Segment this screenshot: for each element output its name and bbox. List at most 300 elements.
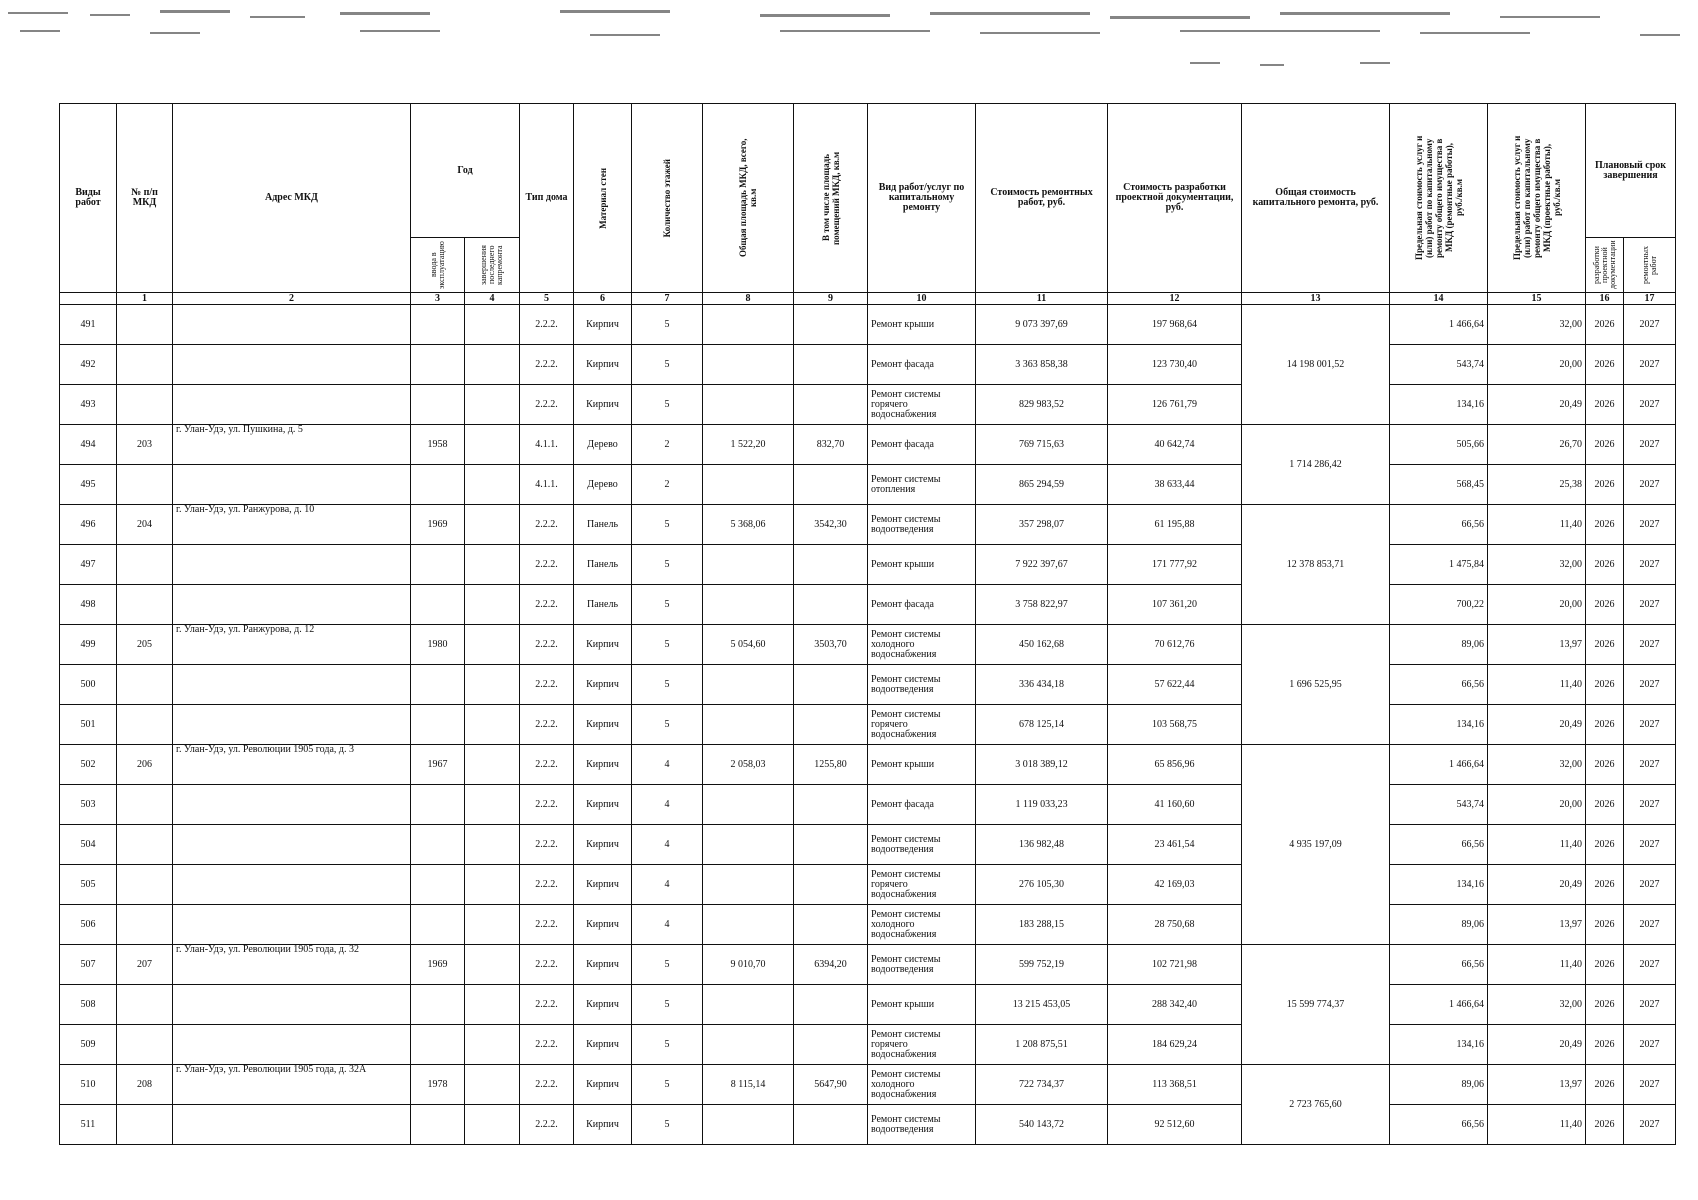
premises-area-cell <box>794 985 868 1025</box>
column-number: 17 <box>1624 293 1676 305</box>
house-type-cell: 2.2.2. <box>520 785 574 825</box>
premises-area-cell <box>794 1105 868 1145</box>
term-design-cell: 2026 <box>1586 585 1624 625</box>
limit-repair-cell: 568,45 <box>1390 465 1488 505</box>
wall-material-cell: Кирпич <box>574 625 632 665</box>
capital-repair-table-sheet <box>59 103 1675 1145</box>
column-number: 11 <box>976 293 1108 305</box>
total-area-cell: 5 368,06 <box>703 505 794 545</box>
design-cost-cell: 41 160,60 <box>1108 785 1242 825</box>
year-last-repair-cell <box>465 625 520 665</box>
work-kind-cell: Ремонт системы водоотведения <box>868 1105 976 1145</box>
term-repair-cell: 2027 <box>1624 585 1676 625</box>
floors-cell: 5 <box>632 545 703 585</box>
house-type-cell: 2.2.2. <box>520 665 574 705</box>
address-cell <box>173 465 411 505</box>
year-commission-cell <box>411 825 465 865</box>
premises-area-cell: 3542,30 <box>794 505 868 545</box>
term-repair-cell: 2027 <box>1624 465 1676 505</box>
year-last-repair-cell <box>465 1025 520 1065</box>
term-design-cell: 2026 <box>1586 985 1624 1025</box>
row-number-cell: 497 <box>60 545 117 585</box>
limit-repair-cell: 66,56 <box>1390 945 1488 985</box>
column-number: 4 <box>465 293 520 305</box>
repair-cost-cell: 3 363 858,38 <box>976 345 1108 385</box>
premises-area-cell <box>794 585 868 625</box>
premises-area-cell <box>794 545 868 585</box>
mkd-number-cell <box>117 345 173 385</box>
floors-cell: 5 <box>632 985 703 1025</box>
work-kind-cell: Ремонт системы горячего водоснабжения <box>868 705 976 745</box>
year-last-repair-cell <box>465 1065 520 1105</box>
premises-area-cell: 6394,20 <box>794 945 868 985</box>
work-kind-cell: Ремонт крыши <box>868 985 976 1025</box>
address-cell: г. Улан-Удэ, ул. Ранжурова, д. 10 <box>173 505 411 545</box>
mkd-number-cell <box>117 1105 173 1145</box>
mkd-number-cell <box>117 905 173 945</box>
term-design-cell: 2026 <box>1586 425 1624 465</box>
design-cost-cell: 57 622,44 <box>1108 665 1242 705</box>
term-design-cell: 2026 <box>1586 785 1624 825</box>
year-commission-cell: 1969 <box>411 945 465 985</box>
header-term-repair: ремонтных работ <box>1624 238 1676 293</box>
mkd-number-cell <box>117 785 173 825</box>
year-commission-cell <box>411 985 465 1025</box>
premises-area-cell: 1255,80 <box>794 745 868 785</box>
term-repair-cell: 2027 <box>1624 825 1676 865</box>
limit-repair-cell: 66,56 <box>1390 505 1488 545</box>
term-design-cell: 2026 <box>1586 345 1624 385</box>
work-kind-cell: Ремонт крыши <box>868 545 976 585</box>
term-design-cell: 2026 <box>1586 1105 1624 1145</box>
limit-design-cell: 11,40 <box>1488 505 1586 545</box>
header-year-commission: ввода в эксплуатацию <box>411 238 465 293</box>
year-last-repair-cell <box>465 905 520 945</box>
limit-repair-cell: 700,22 <box>1390 585 1488 625</box>
limit-repair-cell: 1 466,64 <box>1390 985 1488 1025</box>
total-area-cell <box>703 865 794 905</box>
limit-design-cell: 20,49 <box>1488 865 1586 905</box>
column-number: 5 <box>520 293 574 305</box>
column-number: 10 <box>868 293 976 305</box>
column-number: 3 <box>411 293 465 305</box>
mkd-number-cell <box>117 705 173 745</box>
limit-repair-cell: 89,06 <box>1390 625 1488 665</box>
year-commission-cell <box>411 665 465 705</box>
wall-material-cell: Кирпич <box>574 345 632 385</box>
row-number-cell: 491 <box>60 305 117 345</box>
limit-repair-cell: 505,66 <box>1390 425 1488 465</box>
premises-area-cell <box>794 865 868 905</box>
term-repair-cell: 2027 <box>1624 425 1676 465</box>
total-area-cell: 1 522,20 <box>703 425 794 465</box>
column-number-row <box>60 293 1676 305</box>
term-design-cell: 2026 <box>1586 305 1624 345</box>
term-repair-cell: 2027 <box>1624 505 1676 545</box>
repair-cost-cell: 1 119 033,23 <box>976 785 1108 825</box>
header-premises-area: В том числе площадь помещений МКД, кв.м <box>794 104 868 293</box>
wall-material-cell: Дерево <box>574 425 632 465</box>
repair-cost-cell: 599 752,19 <box>976 945 1108 985</box>
address-cell <box>173 665 411 705</box>
limit-repair-cell: 134,16 <box>1390 705 1488 745</box>
table-row <box>60 625 1676 665</box>
limit-repair-cell: 89,06 <box>1390 1065 1488 1105</box>
term-design-cell: 2026 <box>1586 865 1624 905</box>
limit-repair-cell: 134,16 <box>1390 1025 1488 1065</box>
mkd-number-cell <box>117 545 173 585</box>
year-commission-cell: 1980 <box>411 625 465 665</box>
repair-cost-cell: 136 982,48 <box>976 825 1108 865</box>
row-number-cell: 498 <box>60 585 117 625</box>
limit-design-cell: 11,40 <box>1488 945 1586 985</box>
limit-design-cell: 20,00 <box>1488 785 1586 825</box>
design-cost-cell: 171 777,92 <box>1108 545 1242 585</box>
year-last-repair-cell <box>465 785 520 825</box>
year-last-repair-cell <box>465 945 520 985</box>
year-last-repair-cell <box>465 985 520 1025</box>
work-kind-cell: Ремонт системы водоотведения <box>868 945 976 985</box>
limit-repair-cell: 89,06 <box>1390 905 1488 945</box>
premises-area-cell <box>794 385 868 425</box>
work-kind-cell: Ремонт системы холодного водоснабжения <box>868 905 976 945</box>
year-last-repair-cell <box>465 385 520 425</box>
limit-design-cell: 11,40 <box>1488 825 1586 865</box>
header-house-type: Тип дома <box>520 104 574 293</box>
header-limit-repair: Предельная стоимость услуг и (или) работ по капитальному ремонту общего имущества в МКД (ремонтные работы), руб./кв.м <box>1390 104 1488 293</box>
repair-cost-cell: 336 434,18 <box>976 665 1108 705</box>
term-design-cell: 2026 <box>1586 1065 1624 1105</box>
address-cell <box>173 705 411 745</box>
total-cost-cell: 2 723 765,60 <box>1242 1065 1390 1145</box>
row-number-cell: 510 <box>60 1065 117 1105</box>
repair-cost-cell: 9 073 397,69 <box>976 305 1108 345</box>
header-wall-material: Материал стен <box>574 104 632 293</box>
design-cost-cell: 70 612,76 <box>1108 625 1242 665</box>
mkd-number-cell <box>117 825 173 865</box>
limit-design-cell: 20,49 <box>1488 1025 1586 1065</box>
row-number-cell: 502 <box>60 745 117 785</box>
repair-cost-cell: 13 215 453,05 <box>976 985 1108 1025</box>
table-row <box>60 865 1676 905</box>
work-kind-cell: Ремонт крыши <box>868 745 976 785</box>
term-repair-cell: 2027 <box>1624 745 1676 785</box>
term-repair-cell: 2027 <box>1624 1065 1676 1105</box>
address-cell <box>173 985 411 1025</box>
mkd-number-cell: 207 <box>117 945 173 985</box>
column-number: 7 <box>632 293 703 305</box>
limit-design-cell: 13,97 <box>1488 1065 1586 1105</box>
term-design-cell: 2026 <box>1586 945 1624 985</box>
total-area-cell <box>703 345 794 385</box>
total-area-cell <box>703 825 794 865</box>
work-kind-cell: Ремонт системы водоотведения <box>868 505 976 545</box>
premises-area-cell <box>794 705 868 745</box>
address-cell: г. Улан-Удэ, ул. Революции 1905 года, д. 3 <box>173 745 411 785</box>
wall-material-cell: Кирпич <box>574 385 632 425</box>
table-row <box>60 785 1676 825</box>
work-kind-cell: Ремонт системы горячего водоснабжения <box>868 865 976 905</box>
house-type-cell: 2.2.2. <box>520 1105 574 1145</box>
limit-repair-cell: 66,56 <box>1390 825 1488 865</box>
mkd-number-cell <box>117 985 173 1025</box>
mkd-number-cell <box>117 305 173 345</box>
row-number-cell: 499 <box>60 625 117 665</box>
term-design-cell: 2026 <box>1586 665 1624 705</box>
wall-material-cell: Кирпич <box>574 1105 632 1145</box>
year-commission-cell: 1978 <box>411 1065 465 1105</box>
term-repair-cell: 2027 <box>1624 945 1676 985</box>
year-commission-cell <box>411 585 465 625</box>
total-area-cell <box>703 305 794 345</box>
limit-design-cell: 32,00 <box>1488 745 1586 785</box>
address-cell: г. Улан-Удэ, ул. Революции 1905 года, д. 32А <box>173 1065 411 1105</box>
header-work-kind: Вид работ/услуг по капитальному ремонту <box>868 104 976 293</box>
row-number-cell: 506 <box>60 905 117 945</box>
total-area-cell <box>703 545 794 585</box>
house-type-cell: 2.2.2. <box>520 585 574 625</box>
floors-cell: 5 <box>632 665 703 705</box>
limit-repair-cell: 134,16 <box>1390 865 1488 905</box>
work-kind-cell: Ремонт фасада <box>868 425 976 465</box>
total-area-cell <box>703 585 794 625</box>
limit-design-cell: 32,00 <box>1488 545 1586 585</box>
term-design-cell: 2026 <box>1586 545 1624 585</box>
address-cell <box>173 385 411 425</box>
column-number: 16 <box>1586 293 1624 305</box>
year-last-repair-cell <box>465 1105 520 1145</box>
year-last-repair-cell <box>465 865 520 905</box>
table-row <box>60 505 1676 545</box>
address-cell <box>173 825 411 865</box>
work-kind-cell: Ремонт фасада <box>868 345 976 385</box>
design-cost-cell: 197 968,64 <box>1108 305 1242 345</box>
repair-cost-cell: 1 208 875,51 <box>976 1025 1108 1065</box>
address-cell <box>173 345 411 385</box>
header-address: Адрес МКД <box>173 104 411 293</box>
total-area-cell <box>703 785 794 825</box>
table-row <box>60 665 1676 705</box>
total-cost-cell: 1 696 525,95 <box>1242 625 1390 745</box>
premises-area-cell <box>794 345 868 385</box>
row-number-cell: 501 <box>60 705 117 745</box>
table-row <box>60 425 1676 465</box>
repair-cost-cell: 678 125,14 <box>976 705 1108 745</box>
limit-design-cell: 26,70 <box>1488 425 1586 465</box>
work-kind-cell: Ремонт системы горячего водоснабжения <box>868 1025 976 1065</box>
term-design-cell: 2026 <box>1586 465 1624 505</box>
limit-repair-cell: 1 475,84 <box>1390 545 1488 585</box>
mkd-number-cell <box>117 665 173 705</box>
table-row <box>60 905 1676 945</box>
limit-repair-cell: 1 466,64 <box>1390 305 1488 345</box>
term-repair-cell: 2027 <box>1624 865 1676 905</box>
repair-cost-cell: 865 294,59 <box>976 465 1108 505</box>
table-row <box>60 1065 1676 1105</box>
header-term-design: разработки проектной документации <box>1586 238 1624 293</box>
column-number: 9 <box>794 293 868 305</box>
floors-cell: 4 <box>632 825 703 865</box>
house-type-cell: 2.2.2. <box>520 825 574 865</box>
premises-area-cell <box>794 465 868 505</box>
term-repair-cell: 2027 <box>1624 665 1676 705</box>
year-last-repair-cell <box>465 585 520 625</box>
work-kind-cell: Ремонт системы отопления <box>868 465 976 505</box>
premises-area-cell <box>794 665 868 705</box>
total-area-cell <box>703 665 794 705</box>
mkd-number-cell <box>117 1025 173 1065</box>
house-type-cell: 2.2.2. <box>520 865 574 905</box>
mkd-number-cell <box>117 465 173 505</box>
mkd-number-cell: 204 <box>117 505 173 545</box>
column-number: 1 <box>117 293 173 305</box>
address-cell <box>173 1025 411 1065</box>
repair-cost-cell: 540 143,72 <box>976 1105 1108 1145</box>
table-row <box>60 545 1676 585</box>
work-kind-cell: Ремонт системы холодного водоснабжения <box>868 1065 976 1105</box>
term-repair-cell: 2027 <box>1624 1025 1676 1065</box>
wall-material-cell: Панель <box>574 585 632 625</box>
term-design-cell: 2026 <box>1586 745 1624 785</box>
floors-cell: 2 <box>632 425 703 465</box>
total-area-cell <box>703 985 794 1025</box>
term-design-cell: 2026 <box>1586 505 1624 545</box>
repair-cost-cell: 357 298,07 <box>976 505 1108 545</box>
work-kind-cell: Ремонт системы водоотведения <box>868 825 976 865</box>
term-repair-cell: 2027 <box>1624 985 1676 1025</box>
design-cost-cell: 102 721,98 <box>1108 945 1242 985</box>
term-repair-cell: 2027 <box>1624 345 1676 385</box>
row-number-cell: 492 <box>60 345 117 385</box>
term-repair-cell: 2027 <box>1624 385 1676 425</box>
premises-area-cell <box>794 305 868 345</box>
header-total-area: Общая площадь МКД, всего, кв.м <box>703 104 794 293</box>
premises-area-cell: 3503,70 <box>794 625 868 665</box>
limit-design-cell: 32,00 <box>1488 305 1586 345</box>
work-kind-cell: Ремонт системы водоотведения <box>868 665 976 705</box>
address-cell <box>173 905 411 945</box>
total-cost-cell: 4 935 197,09 <box>1242 745 1390 945</box>
mkd-number-cell <box>117 385 173 425</box>
house-type-cell: 2.2.2. <box>520 625 574 665</box>
term-repair-cell: 2027 <box>1624 625 1676 665</box>
row-number-cell: 503 <box>60 785 117 825</box>
table-row <box>60 465 1676 505</box>
year-last-repair-cell <box>465 545 520 585</box>
address-cell: г. Улан-Удэ, ул. Ранжурова, д. 12 <box>173 625 411 665</box>
header-year: Год <box>411 104 520 238</box>
address-cell <box>173 865 411 905</box>
limit-design-cell: 11,40 <box>1488 1105 1586 1145</box>
wall-material-cell: Кирпич <box>574 785 632 825</box>
limit-design-cell: 11,40 <box>1488 665 1586 705</box>
total-area-cell: 5 054,60 <box>703 625 794 665</box>
floors-cell: 4 <box>632 785 703 825</box>
row-number-cell: 500 <box>60 665 117 705</box>
total-cost-cell: 14 198 001,52 <box>1242 305 1390 425</box>
year-last-repair-cell <box>465 825 520 865</box>
term-design-cell: 2026 <box>1586 625 1624 665</box>
floors-cell: 5 <box>632 1105 703 1145</box>
year-commission-cell <box>411 1105 465 1145</box>
limit-repair-cell: 66,56 <box>1390 665 1488 705</box>
total-area-cell <box>703 705 794 745</box>
header-year-last-repair: завершения последнего капремонта <box>465 238 520 293</box>
row-number-cell: 496 <box>60 505 117 545</box>
wall-material-cell: Панель <box>574 505 632 545</box>
row-number-cell: 494 <box>60 425 117 465</box>
house-type-cell: 2.2.2. <box>520 1065 574 1105</box>
term-repair-cell: 2027 <box>1624 545 1676 585</box>
house-type-cell: 2.2.2. <box>520 305 574 345</box>
design-cost-cell: 42 169,03 <box>1108 865 1242 905</box>
limit-design-cell: 25,38 <box>1488 465 1586 505</box>
premises-area-cell: 5647,90 <box>794 1065 868 1105</box>
mkd-number-cell <box>117 865 173 905</box>
header-limit-design: Предельная стоимость услуг и (или) работ по капитальному ремонту общего имущества в МКД (проектные работы), руб./кв.м <box>1488 104 1586 293</box>
limit-design-cell: 32,00 <box>1488 985 1586 1025</box>
table-row <box>60 705 1676 745</box>
work-kind-cell: Ремонт фасада <box>868 585 976 625</box>
limit-design-cell: 20,00 <box>1488 585 1586 625</box>
total-area-cell: 2 058,03 <box>703 745 794 785</box>
wall-material-cell: Кирпич <box>574 905 632 945</box>
floors-cell: 4 <box>632 905 703 945</box>
limit-repair-cell: 1 466,64 <box>1390 745 1488 785</box>
total-area-cell <box>703 385 794 425</box>
row-number-cell: 509 <box>60 1025 117 1065</box>
repair-cost-cell: 3 018 389,12 <box>976 745 1108 785</box>
wall-material-cell: Кирпич <box>574 1025 632 1065</box>
repair-cost-cell: 722 734,37 <box>976 1065 1108 1105</box>
mkd-number-cell: 205 <box>117 625 173 665</box>
wall-material-cell: Кирпич <box>574 945 632 985</box>
design-cost-cell: 126 761,79 <box>1108 385 1242 425</box>
house-type-cell: 2.2.2. <box>520 985 574 1025</box>
scan-noise-header <box>0 0 1698 80</box>
floors-cell: 5 <box>632 505 703 545</box>
year-last-repair-cell <box>465 465 520 505</box>
table-row <box>60 585 1676 625</box>
column-number-blank <box>60 293 117 305</box>
repair-cost-cell: 3 758 822,97 <box>976 585 1108 625</box>
year-commission-cell <box>411 465 465 505</box>
house-type-cell: 2.2.2. <box>520 745 574 785</box>
year-commission-cell <box>411 705 465 745</box>
design-cost-cell: 38 633,44 <box>1108 465 1242 505</box>
design-cost-cell: 40 642,74 <box>1108 425 1242 465</box>
floors-cell: 5 <box>632 1065 703 1105</box>
year-last-repair-cell <box>465 425 520 465</box>
header-planned-term: Плановый срок завершения <box>1586 104 1676 238</box>
house-type-cell: 4.1.1. <box>520 465 574 505</box>
work-kind-cell: Ремонт крыши <box>868 305 976 345</box>
term-repair-cell: 2027 <box>1624 785 1676 825</box>
wall-material-cell: Кирпич <box>574 865 632 905</box>
year-last-repair-cell <box>465 705 520 745</box>
address-cell: г. Улан-Удэ, ул. Пушкина, д. 5 <box>173 425 411 465</box>
house-type-cell: 2.2.2. <box>520 905 574 945</box>
total-cost-cell: 1 714 286,42 <box>1242 425 1390 505</box>
house-type-cell: 2.2.2. <box>520 705 574 745</box>
total-area-cell <box>703 465 794 505</box>
house-type-cell: 2.2.2. <box>520 1025 574 1065</box>
header-design-cost: Стоимость разработки проектной документации, руб. <box>1108 104 1242 293</box>
design-cost-cell: 107 361,20 <box>1108 585 1242 625</box>
total-area-cell <box>703 905 794 945</box>
table-row <box>60 345 1676 385</box>
house-type-cell: 2.2.2. <box>520 945 574 985</box>
